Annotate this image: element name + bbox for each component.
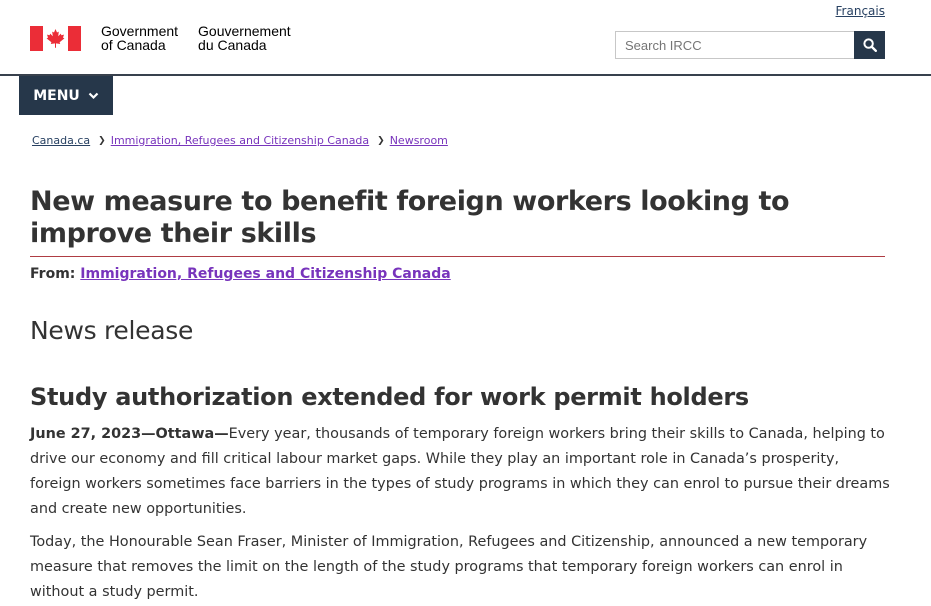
menu-label: MENU: [33, 87, 80, 104]
government-signature[interactable]: [30, 25, 291, 51]
content-type-heading: News release: [30, 316, 194, 345]
header-divider: [0, 74, 931, 76]
breadcrumb-separator-icon: ❯: [98, 135, 106, 146]
breadcrumb-newsroom[interactable]: Newsroom: [389, 134, 448, 147]
section-heading: Study authorization extended for work permit holders: [30, 383, 749, 411]
signature-french-line2: du Canada: [198, 37, 267, 53]
search-icon: [863, 38, 877, 52]
from-label: From:: [30, 266, 76, 282]
search-form: [615, 31, 885, 59]
dateline: June 27, 2023—Ottawa—: [30, 426, 229, 442]
from-line: [30, 266, 451, 282]
signature-english-line2: of Canada: [101, 37, 166, 53]
language-toggle-link[interactable]: Français: [835, 4, 885, 18]
breadcrumb-ircc[interactable]: Immigration, Refugees and Citizenship Canada: [110, 134, 370, 147]
canada-flag-icon: [30, 26, 81, 51]
breadcrumb-canada-ca[interactable]: Canada.ca: [32, 134, 91, 147]
from-department-link[interactable]: Immigration, Refugees and Citizenship Canada: [80, 266, 451, 282]
signature-english: [101, 24, 178, 52]
breadcrumb: [32, 134, 448, 147]
breadcrumb-separator-icon: ❯: [377, 135, 385, 146]
page-title: New measure to benefit foreign workers looking to improve their skills: [30, 186, 885, 257]
chevron-down-icon: [88, 92, 99, 100]
menu-button[interactable]: [19, 76, 113, 115]
signature-english-line1: Government: [101, 23, 179, 39]
signature-french: [198, 24, 291, 52]
paragraph-intro: [30, 422, 890, 522]
search-input[interactable]: [615, 31, 854, 59]
signature-french-line1: Gouvernement: [198, 23, 291, 39]
paragraph-intro-text: Every year, thousands of temporary foreign workers bring their skills to Canada, helping to drive our economy and fill critical labour market gaps. While they play an important role in Canada’s prosperity, foreign workers sometimes face barriers in the types of study programs in which they can enrol to pursue their dreams and create new opportunities.: [30, 426, 890, 517]
search-button[interactable]: [854, 31, 885, 59]
paragraph-announcement: Today, the Honourable Sean Fraser, Minister of Immigration, Refugees and Citizenship, announced a new temporary measure that removes the limit on the length of the study programs that temporary foreign workers can enrol in without a study permit.: [30, 534, 868, 600]
